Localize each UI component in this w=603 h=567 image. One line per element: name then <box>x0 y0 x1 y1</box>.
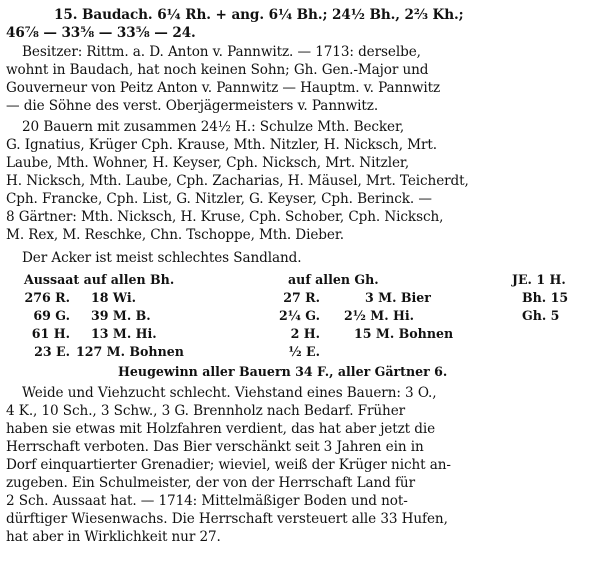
table-cell: 69 G. <box>33 308 70 323</box>
table-cell: 61 H. <box>31 326 70 341</box>
hay-yield-line: Heugewinn aller Bauern 34 F., aller Gärtner 6. <box>118 364 448 379</box>
closing-line: zugeben. Ein Schulmeister, der von der Herrschaft Land für <box>6 475 415 491</box>
farmers-line: G. Ignatius, Krüger Cph. Krause, Mth. Nitzler, H. Nicksch, Mrt. <box>6 137 437 153</box>
owners-line: wohnt in Baudach, hat noch keinen Sohn; Gh. Gen.-Major und <box>6 62 429 78</box>
table-cell: 2½ M. Hi. <box>344 308 415 323</box>
farmers-line: 8 Gärtner: Mth. Nicksch, H. Kruse, Cph. Schober, Cph. Nicksch, <box>6 209 444 225</box>
owners-line: Besitzer: Rittm. a. D. Anton v. Pannwitz. — 1713: derselbe, <box>22 44 421 60</box>
table-cell: ½ E. <box>288 344 320 359</box>
table-cell: 3 M. Bier <box>365 290 431 305</box>
farmers-line: M. Rex, M. Reschke, Chn. Tschoppe, Mth. Dieber. <box>6 227 344 243</box>
farmers-line: H. Nicksch, Mth. Laube, Cph. Zacharias, H. Mäusel, Mrt. Teicherdt, <box>6 173 469 189</box>
closing-line: 4 K., 10 Sch., 3 Schw., 3 G. Brennholz nach Bedarf. Früher <box>6 403 406 419</box>
closing-line: Weide und Viehzucht schlecht. Viehstand eines Bauern: 3 O., <box>22 385 437 401</box>
closing-line: haben sie etwas mit Holzfahren verdient, das hat aber jetzt die <box>6 421 436 437</box>
table-header-right: JE. 1 H. <box>512 272 566 287</box>
table-cell: 23 E. <box>34 344 70 359</box>
table-cell: 27 R. <box>283 290 320 305</box>
closing-line: Herrschaft verboten. Das Bier verschänkt seit 3 Jahren ein in <box>6 439 424 455</box>
entry-heading: 15. Baudach. 6¼ Rh. + ang. 6¼ Bh.; 24½ Bh., 2⅔ Kh.; <box>54 7 464 23</box>
table-cell: 2 H. <box>290 326 320 341</box>
table-cell: 39 M. B. <box>91 308 151 323</box>
farmers-line: 20 Bauern mit zusammen 24½ H.: Schulze Mth. Becker, <box>22 119 405 135</box>
closing-line: 2 Sch. Aussaat hat. — 1714: Mittelmäßiger Boden und not- <box>6 493 408 509</box>
table-cell: Gh. 5 <box>522 308 560 323</box>
table-cell: 15 M. Bohnen <box>354 326 454 341</box>
table-cell: Bh. 15 <box>522 290 569 305</box>
table-cell: 276 R. <box>24 290 70 305</box>
closing-line: hat aber in Wirklichkeit nur 27. <box>6 529 221 545</box>
table-header-left: Aussaat auf allen Bh. <box>24 272 175 287</box>
table-header-mid: auf allen Gh. <box>288 272 379 287</box>
closing-line: dürftiger Wiesenwachs. Die Herrschaft versteuert alle 33 Hufen, <box>6 511 448 527</box>
owners-line: Gouverneur von Peitz Anton v. Pannwitz — Hauptm. v. Pannwitz <box>6 80 441 96</box>
closing-line: Dorf einquartierter Grenadier; wieviel, weiß der Krüger nicht an- <box>6 457 451 473</box>
table-cell: 18 Wi. <box>91 290 137 305</box>
farmers-line: Laube, Mth. Wohner, H. Keyser, Cph. Nicksch, Mrt. Nitzler, <box>6 155 410 171</box>
owners-line: — die Söhne des verst. Oberjägermeisters v. Pannwitz. <box>6 98 379 114</box>
table-cell: 127 M. Bohnen <box>76 344 184 359</box>
soil-line: Der Acker ist meist schlechtes Sandland. <box>22 250 302 266</box>
farmers-line: Cph. Francke, Cph. List, G. Nitzler, G. Keyser, Cph. Berinck. — <box>6 191 432 207</box>
table-cell: 13 M. Hi. <box>91 326 157 341</box>
table-cell: 2¼ G. <box>279 308 320 323</box>
entry-heading-continued: 46⅞ — 33⅝ — 33⅝ — 24. <box>6 25 196 41</box>
